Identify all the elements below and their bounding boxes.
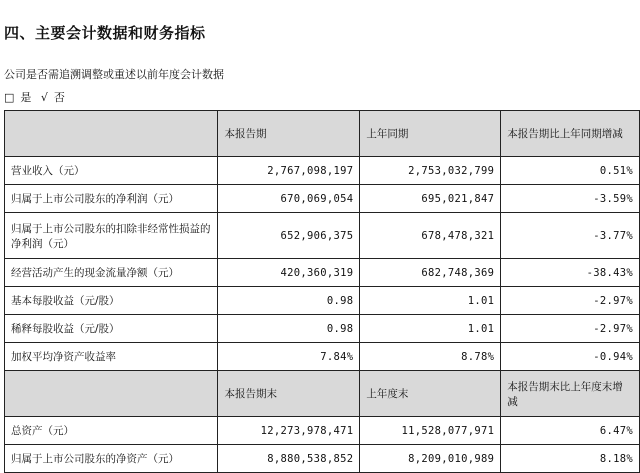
prior-period-value: 2,753,032,799: [360, 157, 501, 185]
prior-period-value: 1.01: [360, 315, 501, 343]
current-period-value: 7.84%: [218, 343, 360, 371]
table-row: [5, 445, 640, 473]
table-row: [5, 157, 640, 185]
row-label: 基本每股收益（元/股）: [5, 287, 218, 315]
table-row: [5, 343, 640, 371]
prior-period-value: 8,209,010,989: [360, 445, 501, 473]
column-header: 本报告期末比上年度末增减: [501, 371, 640, 417]
yes-option-label: 是: [20, 91, 32, 104]
restatement-options: [4, 89, 71, 105]
row-label: 归属于上市公司股东的净利润（元）: [5, 185, 218, 213]
table-row: [5, 287, 640, 315]
change-value: -3.59%: [501, 185, 640, 213]
current-period-value: 8,880,538,852: [218, 445, 360, 473]
current-period-value: 652,906,375: [218, 213, 360, 259]
yes-checkbox: □: [4, 91, 15, 104]
table-row: [5, 259, 640, 287]
row-label: 总资产（元）: [5, 417, 218, 445]
change-value: 8.18%: [501, 445, 640, 473]
change-value: -0.94%: [501, 343, 640, 371]
no-check-icon: √: [40, 91, 48, 104]
financial-indicators-table: [4, 110, 640, 473]
change-value: -38.43%: [501, 259, 640, 287]
table-row: [5, 315, 640, 343]
current-period-value: 0.98: [218, 287, 360, 315]
column-header: 上年度末: [360, 371, 501, 417]
current-period-value: 420,360,319: [218, 259, 360, 287]
change-value: 0.51%: [501, 157, 640, 185]
change-value: -2.97%: [501, 315, 640, 343]
row-label: 营业收入（元）: [5, 157, 218, 185]
table-header-row: [5, 111, 640, 157]
table-header-row: [5, 371, 640, 417]
prior-period-value: 695,021,847: [360, 185, 501, 213]
section-title: 四、主要会计数据和财务指标: [4, 24, 206, 42]
current-period-value: 2,767,098,197: [218, 157, 360, 185]
current-period-value: 0.98: [218, 315, 360, 343]
row-label: 归属于上市公司股东的扣除非经常性损益的净利润（元）: [5, 213, 218, 259]
change-value: -2.97%: [501, 287, 640, 315]
header-blank-cell: [5, 371, 218, 417]
header-blank-cell: [5, 111, 218, 157]
column-header: 本报告期末: [218, 371, 360, 417]
change-value: 6.47%: [501, 417, 640, 445]
column-header: 本报告期: [218, 111, 360, 157]
prior-period-value: 8.78%: [360, 343, 501, 371]
row-label: 归属于上市公司股东的净资产（元）: [5, 445, 218, 473]
current-period-value: 12,273,978,471: [218, 417, 360, 445]
prior-period-value: 1.01: [360, 287, 501, 315]
current-period-value: 670,069,054: [218, 185, 360, 213]
prior-period-value: 11,528,077,971: [360, 417, 501, 445]
no-option-label: 否: [53, 91, 65, 104]
table-row: [5, 213, 640, 259]
column-header: 本报告期比上年同期增减: [501, 111, 640, 157]
prior-period-value: 682,748,369: [360, 259, 501, 287]
restatement-question: 公司是否需追溯调整或重述以前年度会计数据: [4, 68, 224, 81]
row-label: 稀释每股收益（元/股）: [5, 315, 218, 343]
table-row: [5, 185, 640, 213]
prior-period-value: 678,478,321: [360, 213, 501, 259]
row-label: 加权平均净资产收益率: [5, 343, 218, 371]
row-label: 经营活动产生的现金流量净额（元）: [5, 259, 218, 287]
column-header: 上年同期: [360, 111, 501, 157]
table-row: [5, 417, 640, 445]
change-value: -3.77%: [501, 213, 640, 259]
